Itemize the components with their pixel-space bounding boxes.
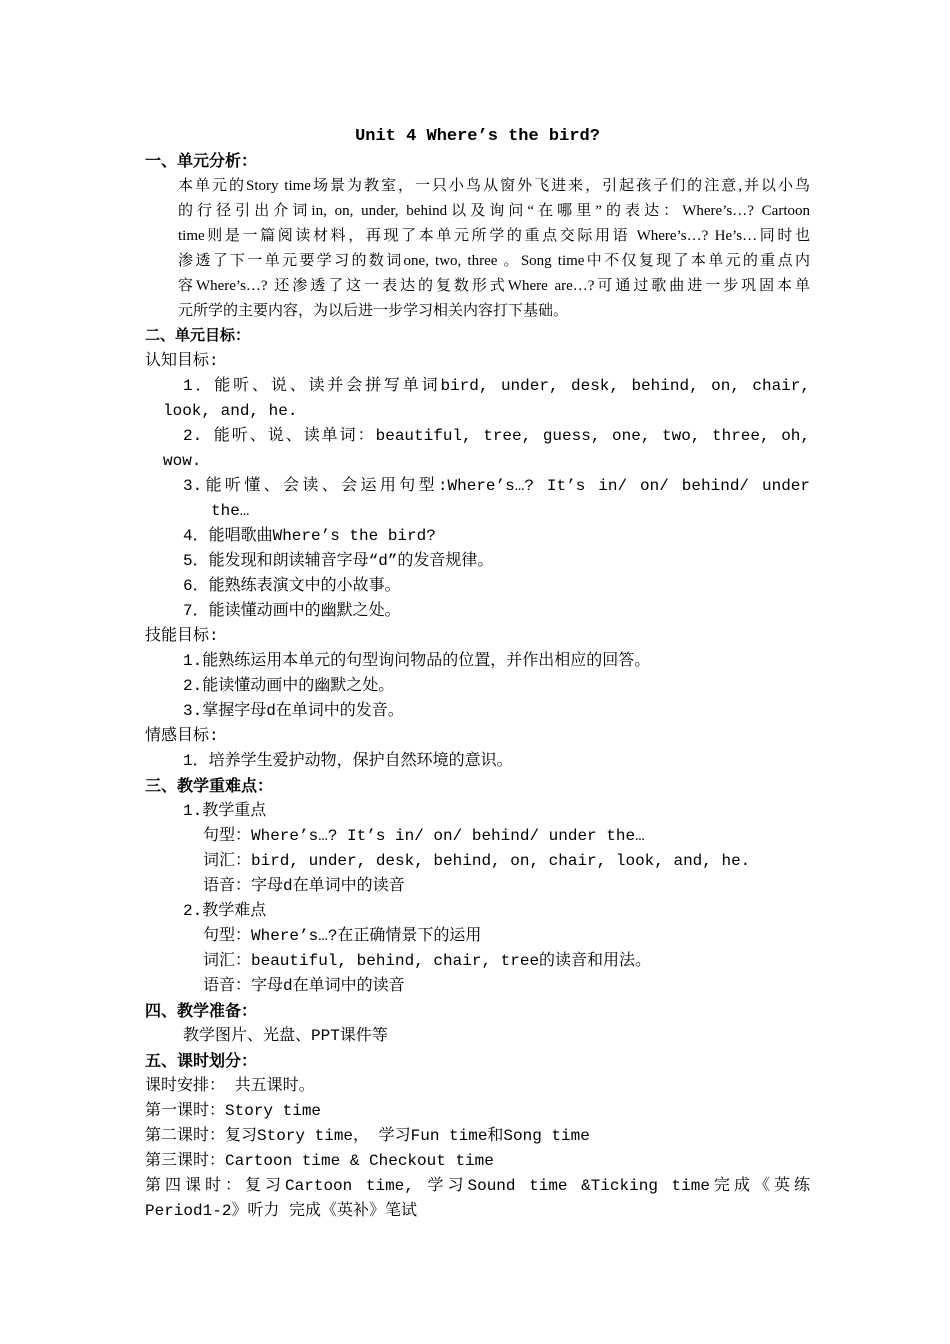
cognitive-goal-item: 2. 能听、说、读单词：beautiful, tree, guess, one, two, three, oh, xyxy=(183,427,810,445)
cognitive-goal-item: 7．能读懂动画中的幽默之处。 xyxy=(183,602,401,620)
schedule-item: 第一课时：Story time xyxy=(145,1102,322,1120)
cognitive-goal-item: 4．能唱歌曲Where’s the bird? xyxy=(183,527,436,545)
schedule-item: Period1-2》听力 完成《英补》笔试 xyxy=(145,1202,418,1220)
key-point-item: 句型：Where’s…? It’s in/ on/ behind/ under the… xyxy=(203,827,645,845)
key-point-item: 词汇：bird, under, desk, behind, on, chair, look, and, he. xyxy=(203,852,751,870)
schedule-item: 第三课时：Cartoon time & Checkout time xyxy=(145,1152,494,1170)
section-5-heading: 五、课时划分： xyxy=(145,1053,258,1070)
difficult-point-item: 语音：字母d在单词中的读音 xyxy=(203,977,405,995)
cognitive-goal-item: 5．能发现和朗读辅音字母“d”的发音规律。 xyxy=(183,552,494,570)
paragraph-line: 元所学的主要内容，为以后进一步学习相关内容打下基础。 xyxy=(178,303,569,319)
section-1-heading: 一、单元分析： xyxy=(145,153,258,170)
paragraph-line: 渗透了下一单元要学习的数词one, two, three 。Song time中不仅复现了本单元的重点内 xyxy=(178,253,810,269)
difficult-points-label: 2.教学难点 xyxy=(183,902,267,920)
paragraph-line: 容Where’s…? 还渗透了这一表达的复数形式Where are…?可通过歌曲进一步巩固本单 xyxy=(178,278,810,294)
cognitive-goal-item: look, and, he. xyxy=(163,402,298,420)
paragraph-line: time则是一篇阅读材料，再现了本单元所学的重点交际用语 Where’s…? He’s…同时也 xyxy=(178,228,810,244)
cognitive-goal-item: 3.能听懂、会读、会运用句型:Where’s…? It’s in/ on/ behind/ under xyxy=(183,477,810,495)
difficult-point-item: 词汇：beautiful, behind, chair, tree的读音和用法。 xyxy=(203,952,652,970)
difficult-point-item: 句型：Where’s…?在正确情景下的运用 xyxy=(203,927,482,945)
key-points-label: 1.教学重点 xyxy=(183,802,267,820)
cognitive-goal-item: 1．能听、说、读并会拼写单词bird, under, desk, behind, on, chair, xyxy=(183,377,810,395)
emotion-goal-item: 1．培养学生爱护动物，保护自然环境的意识。 xyxy=(183,752,513,770)
section-4-heading: 四、教学准备： xyxy=(145,1003,258,1020)
skill-goal-item: 3.掌握字母d在单词中的发音。 xyxy=(183,702,404,720)
cognitive-goal-item: the… xyxy=(211,502,250,520)
paragraph-line: 本单元的Story time场景为教室，一只小鸟从窗外飞进来，引起孩子们的注意,并以小鸟 xyxy=(178,178,810,194)
preparation-text: 教学图片、光盘、PPT课件等 xyxy=(183,1027,388,1045)
cognitive-goal-item: 6．能熟练表演文中的小故事。 xyxy=(183,577,401,595)
schedule-item: 第二课时：复习Story time， 学习Fun time和Song time xyxy=(145,1127,590,1145)
document-title: Unit 4 Where’s the bird? xyxy=(355,127,600,146)
emotion-goals-label: 情感目标: xyxy=(145,727,219,745)
section-3-heading: 三、教学重难点： xyxy=(145,778,274,795)
schedule-item: 课时安排： 共五课时。 xyxy=(145,1077,315,1095)
section-2-heading: 二、单元目标： xyxy=(145,328,251,344)
skill-goal-item: 2.能读懂动画中的幽默之处。 xyxy=(183,677,395,695)
schedule-item: 第四课时：复习Cartoon time, 学习Sound time &Ticking time完成《英练 xyxy=(145,1177,810,1195)
cognitive-goals-label: 认知目标: xyxy=(145,352,219,370)
paragraph-line: 的行径引出介词in, on, under, behind以及询问“在哪里”的表达：Where’s…? Cartoon xyxy=(178,203,810,219)
skill-goal-item: 1.能熟练运用本单元的句型询问物品的位置，并作出相应的回答。 xyxy=(183,652,651,670)
section-1-paragraph xyxy=(178,174,810,324)
cognitive-goal-item: wow. xyxy=(163,452,202,470)
skill-goals-label: 技能目标: xyxy=(145,627,219,645)
key-point-item: 语音：字母d在单词中的读音 xyxy=(203,877,405,895)
